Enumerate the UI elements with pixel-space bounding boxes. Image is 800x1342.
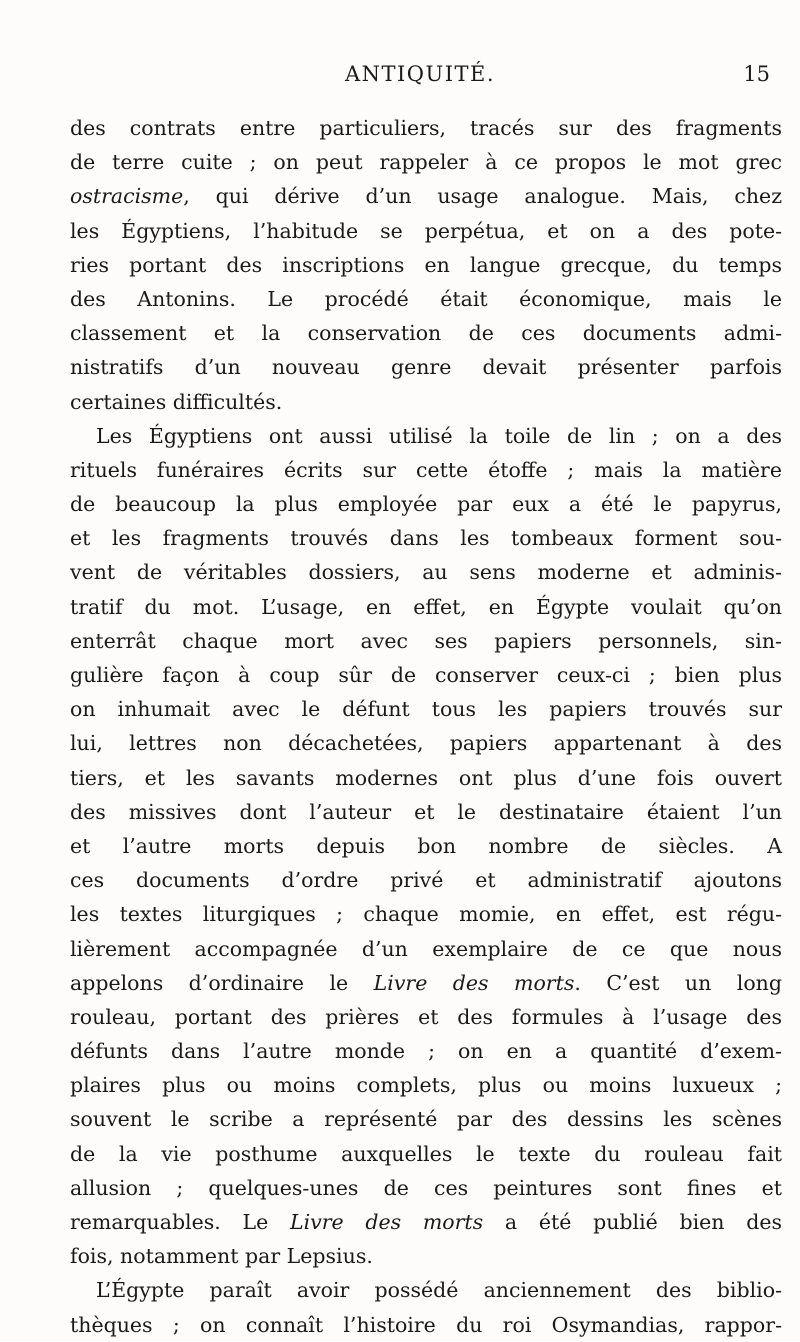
text-line bbox=[70, 248, 782, 282]
text-line bbox=[70, 761, 782, 795]
text-line bbox=[70, 385, 782, 419]
text-segment: lui, lettres non décachetées, papiers appartenant à des bbox=[70, 731, 782, 756]
italic-title: Livre des morts bbox=[289, 1210, 484, 1234]
text-segment: nistratifs d’un nouveau genre devait présenter parfois bbox=[70, 355, 782, 380]
text-segment: tiers, et les savants modernes ont plus d’une fois ouvert bbox=[70, 765, 782, 790]
text-segment: certaines difficultés. bbox=[70, 389, 283, 414]
text-line bbox=[70, 590, 782, 624]
text-line bbox=[70, 932, 782, 966]
text-line bbox=[70, 419, 782, 453]
italic-title: Livre des morts bbox=[373, 970, 575, 995]
text-line bbox=[70, 350, 782, 384]
text-segment: de beaucoup la plus employée par eux a été le papyrus, bbox=[70, 492, 782, 517]
text-segment: on inhumait avec le défunt tous les papiers trouvés sur bbox=[70, 697, 782, 722]
text-segment: fois, notamment par Lepsius. bbox=[70, 1244, 373, 1269]
text-line bbox=[70, 1034, 782, 1068]
text-line bbox=[70, 316, 782, 350]
text-line bbox=[70, 1171, 782, 1205]
text-segment: L’Égypte paraît avoir possédé anciennement des biblio- bbox=[96, 1278, 782, 1303]
text-segment: et l’autre morts depuis bon nombre de siècles. A bbox=[70, 833, 782, 858]
text-segment: défunts dans l’autre monde ; on en a quantité d’exem- bbox=[70, 1039, 782, 1064]
italic-title: ostracisme bbox=[70, 184, 184, 209]
page-number: 15 bbox=[743, 62, 770, 86]
running-title: ANTIQUITÉ. bbox=[344, 62, 496, 86]
text-line bbox=[70, 111, 782, 145]
text-line bbox=[70, 487, 782, 521]
text-line bbox=[70, 966, 782, 1000]
text-segment: , qui dérive d’un usage analogue. Mais, chez bbox=[183, 184, 782, 209]
text-segment: allusion ; quelques-unes de ces peintures sont fines et bbox=[70, 1175, 782, 1200]
text-line bbox=[70, 1205, 782, 1239]
text-segment: gulière façon à coup sûr de conserver ceux-ci ; bien plus bbox=[70, 663, 782, 687]
text-line bbox=[70, 282, 782, 316]
text-line bbox=[70, 521, 782, 555]
text-segment: de la vie posthume auxquelles le texte du rouleau fait bbox=[70, 1141, 782, 1166]
text-line bbox=[70, 1102, 782, 1136]
text-segment: des contrats entre particuliers, tracés sur des fragments bbox=[70, 116, 782, 140]
text-segment: remarquables. Le bbox=[70, 1210, 290, 1234]
text-line bbox=[70, 1068, 782, 1102]
text-segment: des Antonins. Le procédé était économique, mais le bbox=[70, 286, 782, 311]
text-segment: rouleau, portant des prières et des formules à l’usage des bbox=[70, 1004, 782, 1029]
text-line bbox=[70, 453, 782, 487]
text-segment: a été publié bien des bbox=[483, 1210, 782, 1234]
text-segment: tratif du mot. L’usage, en effet, en Égypte voulait qu’on bbox=[70, 594, 782, 619]
text-line bbox=[70, 897, 782, 931]
text-segment: ries portant des inscriptions en langue grecque, du temps bbox=[70, 252, 782, 277]
text-segment: plaires plus ou moins complets, plus ou moins luxueux ; bbox=[70, 1073, 782, 1098]
text-line bbox=[70, 863, 782, 897]
text-segment: ces documents d’ordre privé et administratif ajoutons bbox=[70, 868, 782, 893]
text-segment: classement et la conservation de ces documents admi- bbox=[70, 321, 782, 346]
text-line bbox=[70, 624, 782, 658]
text-line bbox=[70, 1273, 782, 1307]
text-line bbox=[70, 795, 782, 829]
text-line bbox=[70, 726, 782, 760]
text-segment: les Égyptiens, l’habitude se perpétua, et on a des pote- bbox=[70, 218, 782, 243]
text-segment: les textes liturgiques ; chaque momie, en effet, est régu- bbox=[70, 902, 782, 927]
text-segment: vent de véritables dossiers, au sens moderne et adminis- bbox=[70, 560, 782, 585]
text-segment: souvent le scribe a représenté par des dessins les scènes bbox=[70, 1107, 782, 1132]
text-line bbox=[70, 214, 782, 248]
text-line bbox=[70, 658, 782, 692]
text-line bbox=[70, 1308, 782, 1342]
text-segment: rituels funéraires écrits sur cette étoffe ; mais la matière bbox=[70, 457, 782, 482]
text-line bbox=[70, 555, 782, 589]
text-segment: lièrement accompagnée d’un exemplaire de ce que nous bbox=[70, 936, 782, 961]
text-segment: des missives dont l’auteur et le destinataire étaient l’un bbox=[70, 799, 782, 824]
text-line bbox=[70, 1137, 782, 1171]
text-segment: thèques ; on connaît l’histoire du roi Osymandias, rappor- bbox=[70, 1312, 782, 1337]
text-segment: de terre cuite ; on peut rappeler à ce propos le mot grec bbox=[70, 150, 782, 175]
text-line bbox=[70, 179, 782, 213]
text-segment: et les fragments trouvés dans les tombeaux forment sou- bbox=[70, 526, 782, 551]
text-line bbox=[70, 145, 782, 179]
text-segment: appelons d’ordinaire le bbox=[70, 970, 374, 995]
text-line bbox=[70, 692, 782, 726]
body-text bbox=[70, 111, 782, 1342]
running-head bbox=[70, 62, 770, 92]
text-line bbox=[70, 829, 782, 863]
text-segment: enterrât chaque mort avec ses papiers personnels, sin- bbox=[70, 628, 782, 653]
text-line bbox=[70, 1000, 782, 1034]
text-segment: Les Égyptiens ont aussi utilisé la toile de lin ; on a des bbox=[96, 423, 782, 448]
text-line bbox=[70, 1239, 782, 1273]
text-segment: . C’est un long bbox=[574, 970, 782, 995]
